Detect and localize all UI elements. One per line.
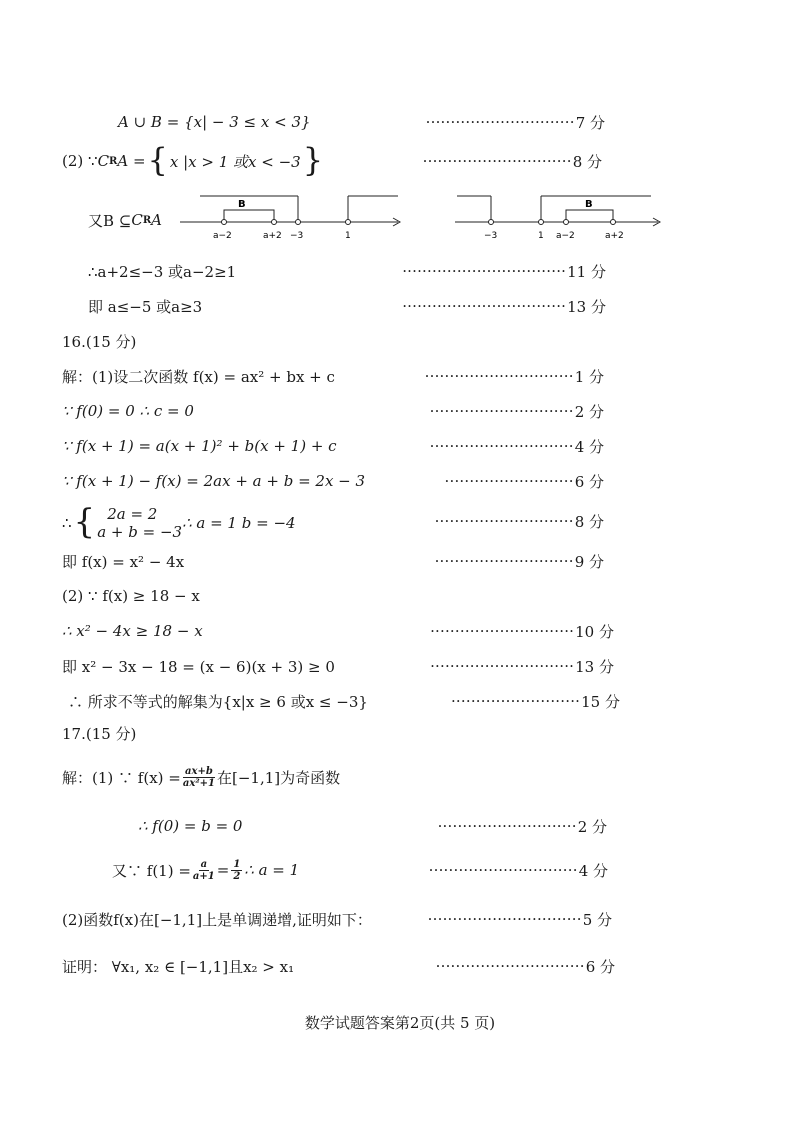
math-expression: ∵ f(x + 1) = a(x + 1)² + b(x + 1) + c [62,437,337,455]
dot-leader: ····························· [429,437,574,455]
endpoint-marker [611,220,616,225]
answer-line-condition [88,256,236,286]
score-row-4 [375,431,604,461]
endpoint-marker [489,220,494,225]
system-brace: { [73,502,96,542]
answer-line [138,811,242,841]
score-row-5 [388,904,612,934]
set-b-label: B [585,199,593,210]
equation-system [97,505,182,541]
part-label: (2) ∵ [62,152,98,170]
math-expression: (2)函数f(x)在[−1,1]上是单调递增,证明如下： [62,910,372,929]
score-row-2b [383,811,607,841]
fraction-numerator: ax+b [185,765,213,777]
footer-text: 数学试题答案第2页(共 5 页) [304,1014,496,1032]
answer-line [62,466,365,496]
score-label: 8 分 [572,152,602,171]
math-expression: ∴ a = 1 [244,861,300,879]
fraction [193,859,215,882]
complement-subscript: R [109,155,118,167]
left-brace: { [147,141,168,179]
dot-leader: ······························ [428,861,578,879]
answer-line [62,396,194,426]
complement-symbol: C [97,152,110,170]
score-label: 15 分 [581,692,620,711]
set-b-bracket [224,210,274,222]
fraction-numerator: a [200,858,208,870]
answer-line [62,431,337,461]
question-number: 17.(15 分) [62,724,137,743]
question-17-heading [62,718,136,748]
dot-leader: ······························ [435,957,585,975]
subset-prefix: 又B ⊆ [88,211,132,230]
question-16-heading [62,326,136,356]
dot-leader: ······························ [425,113,575,131]
equation-row: a + b = −3 [97,523,183,541]
math-expression: 解：(1)设二次函数 f(x) = ax² + bx + c [62,367,335,386]
complement-set-name: A = [117,152,146,170]
score-label: 2 分 [574,402,604,421]
math-expression: 证明： ∀x₁, x₂ ∈ [−1,1]且x₂ > x₁ [62,957,295,976]
answer-line [62,546,184,576]
answer-line-union [118,107,311,137]
endpoint-marker [272,220,277,225]
dot-leader: ······························ [424,367,574,385]
set-b-label: B [238,199,246,210]
dot-leader: ····························· [429,402,574,420]
fraction-numerator: 1 [233,858,241,870]
tick-label: a+2 [263,231,282,241]
score-label: 1 分 [574,367,604,386]
tick-label: a−2 [556,231,575,241]
number-line-diagram-2 [455,188,670,244]
score-label: 5 分 [582,910,612,929]
system-solution: ∴ a = 1 b = −4 [182,514,296,532]
score-row-9 [380,546,604,576]
dot-leader: ································· [402,262,567,280]
score-label: 7 分 [575,113,605,132]
dot-leader: ····························· [430,622,575,640]
endpoint-marker [539,220,544,225]
score-row-8b [380,506,604,536]
math-expression: 即 f(x) = x² − 4x [62,552,185,571]
math-expression: 又∵ f(1) = [112,861,191,880]
score-label: 8 分 [574,512,604,531]
tick-label: a+2 [605,231,624,241]
endpoint-marker [564,220,569,225]
score-row-15 [380,686,620,716]
score-label: 10 分 [575,622,614,641]
dot-leader: ···························· [437,817,577,835]
tick-label: −3 [290,231,304,241]
score-label: 2 分 [577,817,607,836]
score-row-8 [352,146,602,176]
score-row-11 [340,256,606,286]
question-number: 16.(15 分) [62,332,137,351]
fraction [183,766,215,789]
math-expression: (2) ∵ f(x) ≥ 18 − x [62,587,200,605]
score-label: 11 分 [567,262,606,281]
score-label: 6 分 [585,957,615,976]
number-line-diagram-1 [180,188,410,244]
fraction-denominator: ax²+1 [182,777,216,789]
answer-line-system [62,503,296,543]
score-label: 13 分 [575,657,614,676]
math-expression: = [216,861,230,879]
math-expression: 解：(1) ∵ f(x) = [62,768,181,787]
dot-leader: ······························ [422,152,572,170]
score-row-6 [395,466,604,496]
tick-label: 1 [345,231,351,241]
equation-row: 2a = 2 [107,505,158,523]
math-expression: ∴ f(0) = b = 0 [138,817,243,835]
answer-line-monotonic [62,904,372,934]
dot-leader: ····························· [430,657,575,675]
fraction [231,859,242,882]
answer-line [62,616,203,646]
answer-line-result [88,291,202,321]
complement-subscript: R [142,214,152,226]
complement-set-name: A [151,211,163,229]
union-expression: A ∪ B = {x| − 3 ≤ x < 3} [118,113,311,131]
dot-leader: ···························· [434,512,574,530]
math-expression: ∴ 所求不等式的解集为{x|x ≥ 6 或x ≤ −3} [68,692,368,711]
set-b-bracket [566,210,613,222]
score-row-6b [375,951,615,981]
answer-line [62,581,200,611]
therefore-symbol: ∴ [62,514,72,532]
dot-leader: ·························· [444,472,574,490]
math-expression: 在[−1,1]为奇函数 [217,768,341,787]
page-footer [0,1012,800,1033]
score-row-13 [340,291,606,321]
answer-line [62,361,335,391]
math-expression: ∵ f(0) = 0 ∴ c = 0 [62,402,194,420]
tick-label: a−2 [213,231,232,241]
complement-symbol: C [131,211,143,229]
fraction-denominator: 2 [233,870,241,882]
score-label: 9 分 [574,552,604,571]
endpoint-marker [296,220,301,225]
dot-leader: ···························· [434,552,574,570]
math-expression: ∵ f(x + 1) − f(x) = 2ax + a + b = 2x − 3 [62,472,366,490]
condition-expression: ∴a+2≤−3 或a−2≥1 [88,262,237,281]
answer-line-subset [88,205,162,235]
score-row-13b [380,651,614,681]
result-expression: 即 a≤−5 或a≥3 [88,297,203,316]
dot-leader: ·························· [450,692,581,710]
answer-line-proof [62,951,294,981]
answer-line-odd-function [62,762,340,792]
answer-line-complement [62,141,325,179]
right-brace: } [302,141,324,179]
set-body: x |x > 1 或x < −3 [169,152,301,171]
dot-leader: ······························· [427,910,582,928]
answer-line-f1 [112,855,299,885]
score-label: 13 分 [567,297,606,316]
answer-line [62,651,335,681]
score-label: 4 分 [574,437,604,456]
math-expression: ∴ x² − 4x ≥ 18 − x [62,622,203,640]
score-row-10 [380,616,614,646]
dot-leader: ································· [402,297,567,315]
endpoint-marker [346,220,351,225]
endpoint-marker [222,220,227,225]
answer-line [68,686,368,716]
score-label: 6 分 [574,472,604,491]
score-row-2 [375,396,604,426]
score-row-1 [365,361,604,391]
score-row-4b [368,855,608,885]
tick-label: 1 [538,231,544,241]
fraction-denominator: a+1 [192,870,215,882]
tick-label: −3 [484,231,498,241]
score-label: 4 分 [578,861,608,880]
math-expression: 即 x² − 3x − 18 = (x − 6)(x + 3) ≥ 0 [62,657,335,676]
score-row-7 [385,107,605,137]
